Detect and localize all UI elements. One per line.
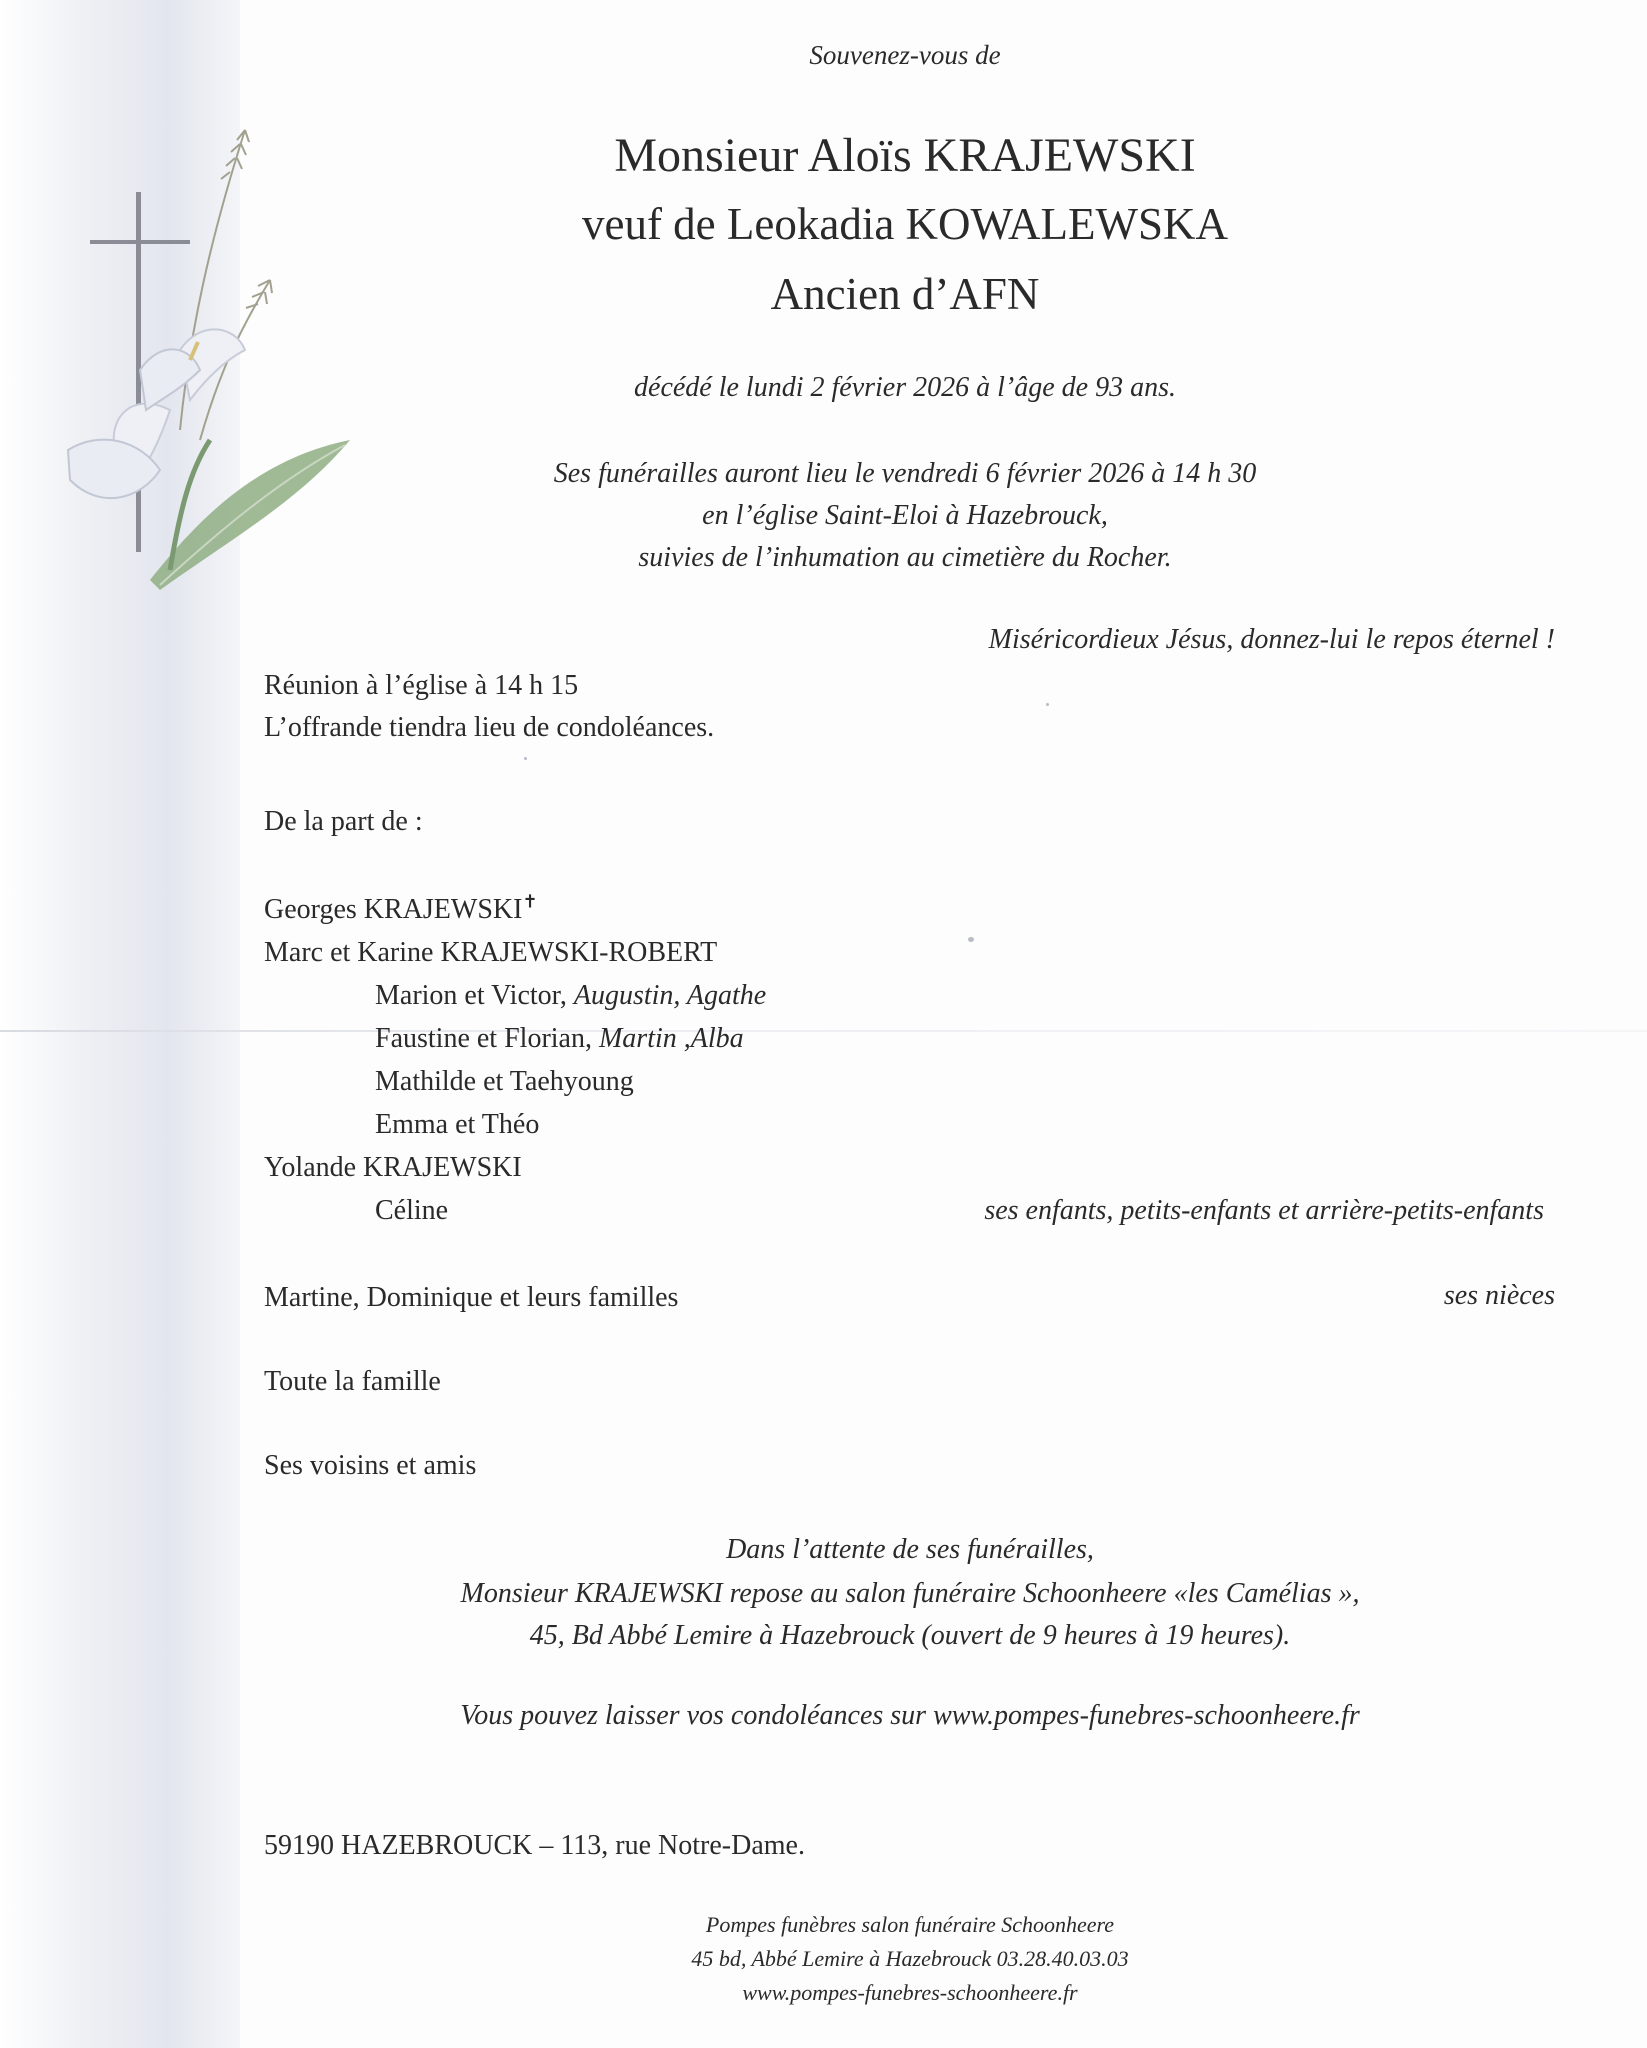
fold-line — [0, 1030, 1647, 1032]
funeral-home-website: www.pompes-funebres-schoonheere.fr — [742, 1980, 1078, 2005]
funeral-line-1: Ses funérailles auront lieu le vendredi 6 février 2026 à 14 h 30 — [553, 458, 1257, 489]
prayer-line: Miséricordieux Jésus, donnez-lui le repos éternel ! — [988, 624, 1555, 655]
scan-speck — [1046, 703, 1049, 706]
funeral-home-name: Pompes funèbres salon funéraire Schoonheere — [705, 1912, 1115, 1937]
whole-family-line: Toute la famille — [264, 1366, 441, 1397]
scan-speck — [968, 937, 974, 942]
family-address: 59190 HAZEBROUCK – 113, rue Notre-Dame. — [264, 1830, 805, 1861]
scan-speck — [524, 757, 527, 760]
family-member-marion: Marion et Victor, Augustin, Agathe — [375, 980, 767, 1011]
reunion-line: Réunion à l’église à 14 h 15 — [264, 670, 579, 701]
widow-line: veuf de Leokadia KOWALEWSKA — [581, 199, 1229, 249]
cross-icon: ✝ — [522, 891, 538, 912]
neighbours-line: Ses voisins et amis — [264, 1450, 477, 1481]
waiting-line-3: 45, Bd Abbé Lemire à Hazebrouck (ouvert de 9 heures à 19 heures). — [529, 1620, 1291, 1651]
waiting-line-2: Monsieur KRAJEWSKI repose au salon funéraire Schoonheere «les Camélias », — [460, 1578, 1360, 1609]
souvenez-heading: Souvenez-vous de — [809, 40, 1001, 70]
funeral-line-3: suivies de l’inhumation au cimetière du Rocher. — [638, 542, 1172, 573]
family-member-emma: Emma et Théo — [375, 1109, 540, 1140]
family-member-yolande: Yolande KRAJEWSKI — [264, 1152, 522, 1183]
family-member-mathilde: Mathilde et Taehyoung — [375, 1066, 634, 1097]
family-member-faustine: Faustine et Florian, Martin ,Alba — [375, 1023, 744, 1054]
death-line: décédé le lundi 2 février 2026 à l’âge de 93 ans. — [634, 372, 1176, 403]
family-member-marc: Marc et Karine KRAJEWSKI-ROBERT — [264, 937, 718, 968]
condolences-line: Vous pouvez laisser vos condoléances sur www.pompes-funebres-schoonheere.fr — [460, 1700, 1360, 1731]
family-nieces-line: Martine, Dominique et leurs familles — [264, 1282, 679, 1313]
deceased-name: Monsieur Aloïs KRAJEWSKI — [614, 129, 1196, 182]
waiting-line-1: Dans l’attente de ses funérailles, — [726, 1534, 1094, 1565]
from-label: De la part de : — [264, 806, 423, 837]
ancien-afn-line: Ancien d’AFN — [770, 269, 1040, 319]
relation-nieces: ses nièces — [1443, 1280, 1555, 1311]
funeral-home-address: 45 bd, Abbé Lemire à Hazebrouck 03.28.40.03.03 — [691, 1946, 1129, 1971]
family-member-celine: Céline — [375, 1195, 449, 1226]
offering-line: L’offrande tiendra lieu de condoléances. — [264, 712, 715, 743]
family-member-georges: Georges KRAJEWSKI✝ — [264, 891, 538, 925]
funeral-line-2: en l’église Saint-Eloi à Hazebrouck, — [702, 500, 1108, 531]
relation-children: ses enfants, petits-enfants et arrière-petits-enfants — [984, 1195, 1544, 1226]
